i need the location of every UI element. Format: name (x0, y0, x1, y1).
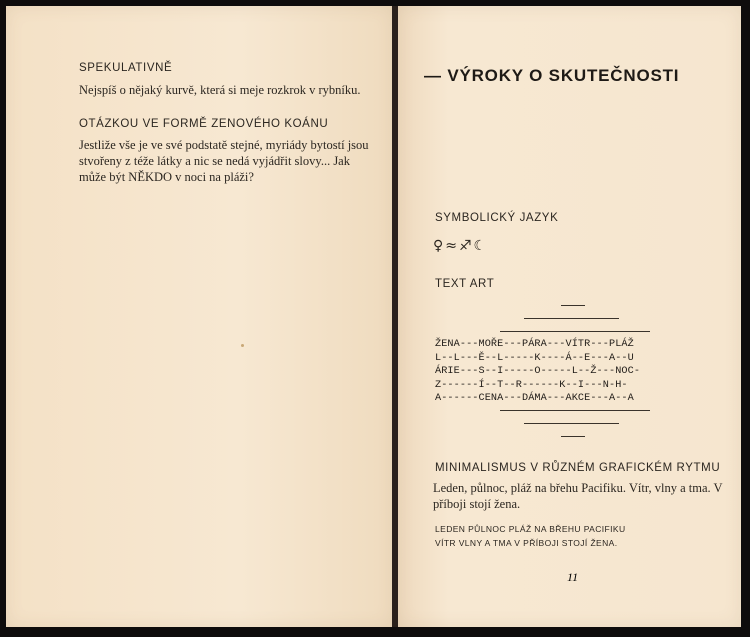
text-art-line: L--L---Ě--L-----K----Á--E---A--U (435, 352, 634, 364)
heading-text-art: TEXT ART (435, 278, 495, 290)
heading-minimalism: MINIMALISMUS V RŮZNÉM GRAFICKÉM RYTMU (435, 462, 721, 474)
rule-bottom-medium (524, 423, 619, 424)
symbols-row: ♀≈♐☾ (433, 238, 489, 254)
rule-bottom-short (561, 436, 585, 437)
caps-rhythm-line-2: VÍTR VLNY A TMA V PŘÍBOJI STOJÍ ŽENA. (435, 538, 618, 548)
paragraph-minimalism: Leden, půlnoc, pláž na břehu Pacifiku. Vítr, vlny a tma. V příboji stojí žena. (433, 481, 723, 511)
text-art-line: Z------Í--T--R------K--I---N-H- (435, 379, 628, 391)
rule-top-short (561, 305, 585, 306)
text-art-line: A------CENA---DÁMA---AKCE---A--A (435, 393, 634, 404)
rule-top-long (500, 331, 650, 332)
caps-rhythm-line-1: LEDEN PŮLNOC PLÁŽ NA BŘEHU PACIFIKU (435, 524, 626, 534)
rule-top-medium (524, 318, 619, 319)
book-gutter (392, 6, 398, 627)
text-art-line: ÁRIE---S--I-----O-----L--Ž---NOC- (435, 366, 641, 377)
chapter-title: — VÝROKY O SKUTEČNOSTI (424, 66, 680, 85)
heading-symbolic-language: SYMBOLICKÝ JAZYK (435, 212, 559, 224)
text-art-line: ŽENA---MOŘE---PÁRA---VÍTR---PLÁŽ (435, 339, 634, 350)
paragraph-speculative: Nejspíš o nějaký kurvě, která si meje rozkrok v rybníku. (79, 83, 361, 97)
rule-bottom-long (500, 410, 650, 411)
heading-zen-koan: OTÁZKOU VE FORMĚ ZENOVÉHO KOÁNU (79, 118, 329, 130)
paper-speck (241, 344, 244, 347)
page-number: 11 (567, 570, 579, 584)
left-page (6, 6, 394, 627)
heading-speculative: SPEKULATIVNĚ (79, 62, 173, 74)
paragraph-zen-koan: Jestliže vše je ve své podstatě stejné, myriády bytostí jsou stvořeny z téže látky a nic se nedá vyjádřit slovy... Jak může být NĚKDO v noci na pláži? (79, 138, 369, 184)
